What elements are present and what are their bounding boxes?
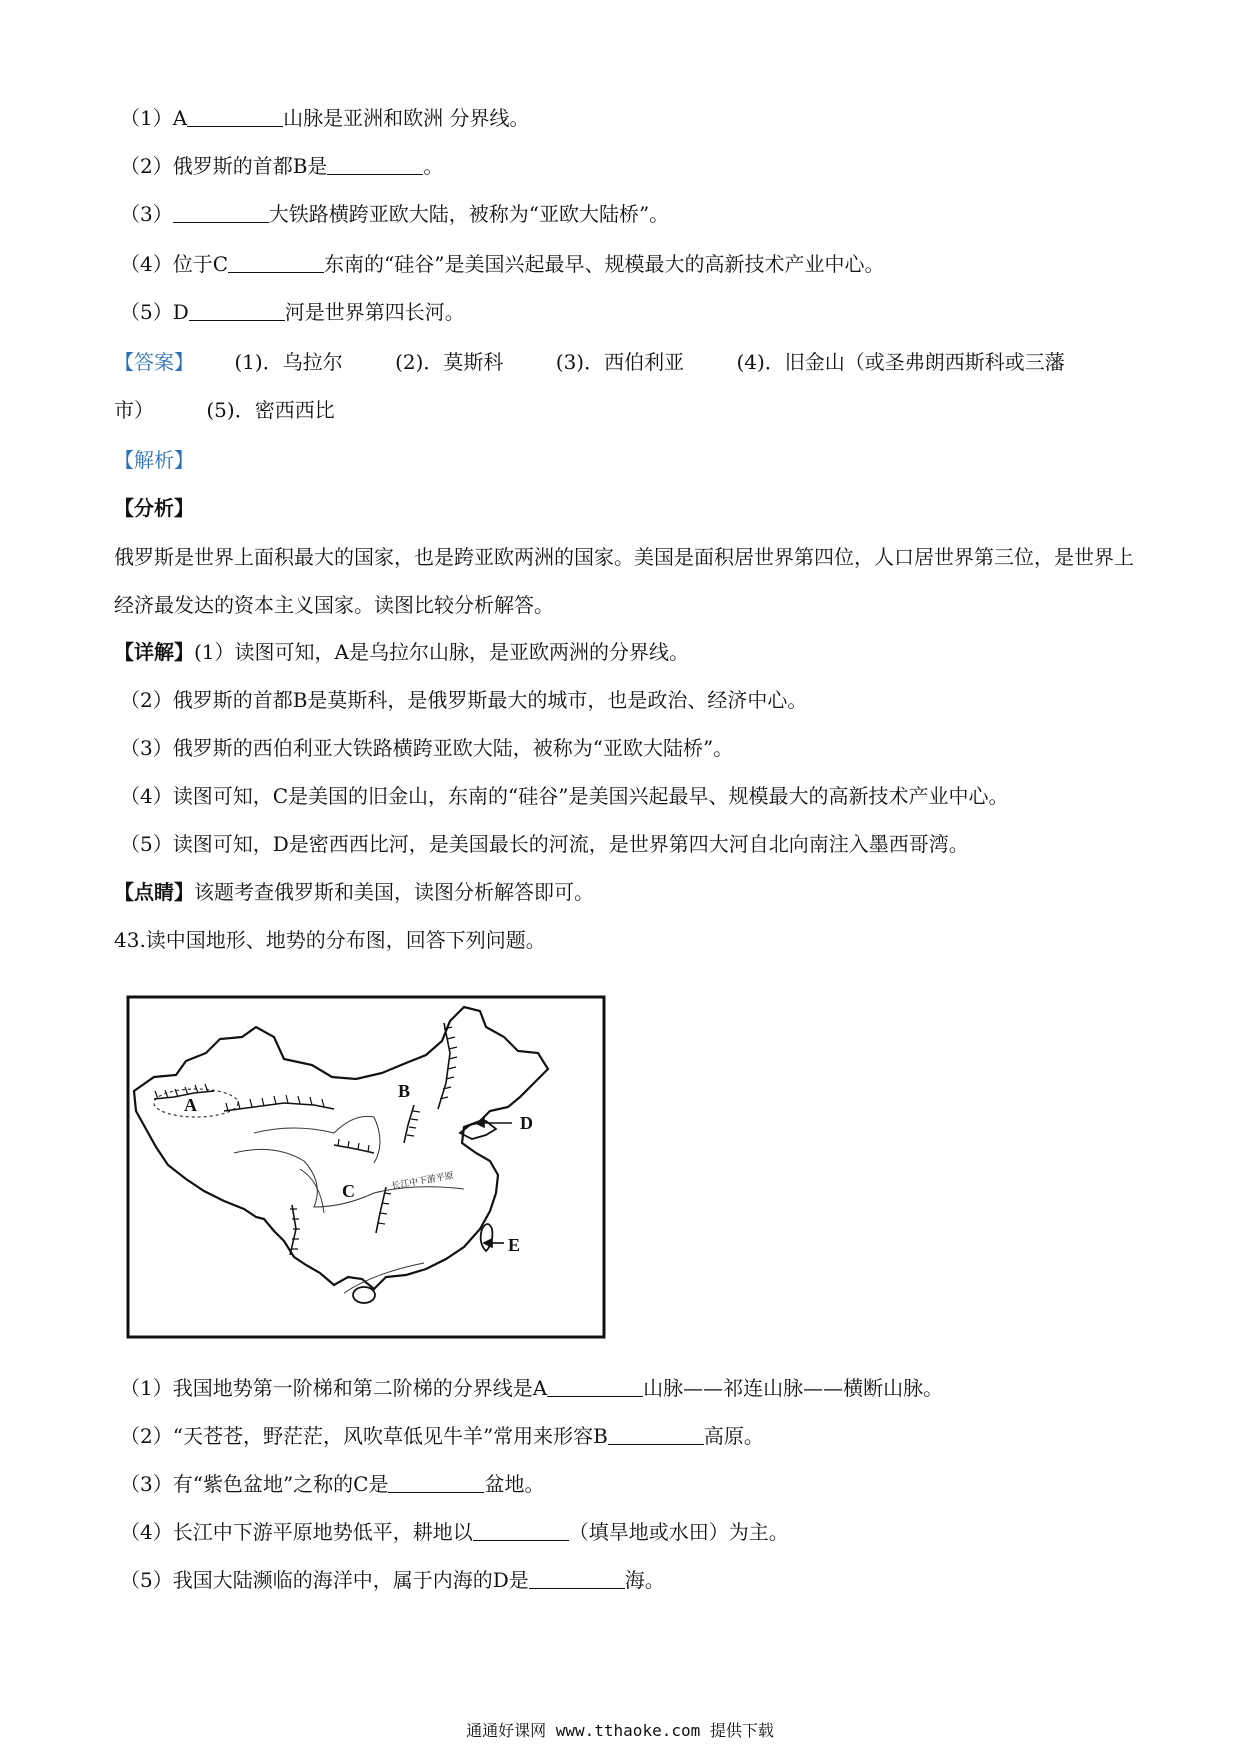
answer-blank[interactable]	[228, 250, 324, 273]
q42-item-4: （4）位于C 东南的“硅谷”是美国兴起最早、规模最大的高新技术产业中心。	[120, 252, 885, 276]
q43-item-4: （4）长江中下游平原地势低平，耕地以 （填旱地或水田）为主。	[120, 1520, 789, 1544]
detail-3: （3）俄罗斯的西伯利亚大铁路横跨亚欧大陆，被称为“亚欧大陆桥”。	[120, 736, 734, 760]
answer-blank[interactable]	[547, 1374, 643, 1397]
q43-item-1: （1）我国地势第一阶梯和第二阶梯的分界线是A 山脉——祁连山脉——横断山脉。	[120, 1376, 944, 1400]
dianjing-line: 【点睛】该题考查俄罗斯和美国，读图分析解答即可。	[114, 880, 594, 904]
detail-2: （2）俄罗斯的首都B是莫斯科，是俄罗斯最大的城市，也是政治、经济中心。	[120, 688, 808, 712]
answer-line	[114, 347, 1065, 377]
detail-tag: 【详解】	[114, 640, 194, 664]
map-label-b: B	[398, 1081, 411, 1101]
fenxi-paragraph: 俄罗斯是世界上面积最大的国家，也是跨亚欧两洲的国家。美国是面积居世界第四位，人口居世界第三位，是世界上经济最发达的资本主义国家。读图比较分析解答。	[114, 545, 1134, 617]
answer-blank[interactable]	[608, 1422, 704, 1445]
answer-line-2	[114, 395, 335, 425]
answer-4-cont: 市）	[114, 398, 154, 422]
answer-blank[interactable]	[529, 1566, 625, 1589]
answer-1: (1)．乌拉尔	[234, 350, 343, 374]
answer-4: (4)．旧金山（或圣弗朗西斯科或三藩	[736, 350, 1065, 374]
q43-title: 43.读中国地形、地势的分布图，回答下列问题。	[114, 928, 546, 952]
page-footer: 通通好课网 www.tthaoke.com 提供下载	[466, 1721, 774, 1740]
china-terrain-map	[124, 993, 610, 1349]
map-label-plain: 长江中下游平原	[390, 1171, 455, 1192]
map-label-a: A	[184, 1095, 197, 1115]
answer-blank[interactable]	[187, 104, 283, 127]
q42-item-5: （5）D 河是世界第四长河。	[120, 300, 465, 324]
answer-tag: 【答案】	[114, 350, 194, 374]
answer-blank[interactable]	[189, 298, 285, 321]
map-label-c: C	[342, 1181, 355, 1201]
map-label-e: E	[508, 1235, 521, 1255]
answer-3: (3)．西伯利亚	[555, 350, 685, 374]
answer-5: (5)．密西西比	[206, 398, 335, 422]
analysis-tag: 【解析】	[114, 448, 194, 472]
detail-4: （4）读图可知，C是美国的旧金山，东南的“硅谷”是美国兴起最早、规模最大的高新技术产业中心。	[120, 784, 1009, 808]
answer-blank[interactable]	[173, 200, 269, 223]
dianjing-tag: 【点睛】	[114, 880, 194, 904]
q43-item-2: （2）“天苍苍，野茫茫，风吹草低见牛羊”常用来形容B 高原。	[120, 1424, 764, 1448]
fenxi-tag: 【分析】	[114, 496, 194, 520]
q42-item-3: （3） 大铁路横跨亚欧大陆，被称为“亚欧大陆桥”。	[120, 202, 670, 226]
answer-blank[interactable]	[388, 1470, 484, 1493]
answer-2: (2)．莫斯科	[395, 350, 504, 374]
q42-item-2: （2）俄罗斯的首都B是 。	[120, 154, 444, 178]
answer-blank[interactable]	[327, 152, 423, 175]
q43-item-5: （5）我国大陆濒临的海洋中，属于内海的D是 海。	[120, 1568, 665, 1592]
detail-1: 【详解】(1）读图可知，A是乌拉尔山脉，是亚欧两洲的分界线。	[114, 640, 689, 664]
q43-item-3: （3）有“紫色盆地”之称的C是 盆地。	[120, 1472, 545, 1496]
q42-item-1: （1）A 山脉是亚洲和欧洲 分界线。	[120, 106, 530, 130]
map-label-d: D	[520, 1113, 533, 1133]
detail-5: （5）读图可知，D是密西西比河，是美国最长的河流，是世界第四大河自北向南注入墨西哥湾。	[120, 832, 969, 856]
answer-blank[interactable]	[473, 1518, 569, 1541]
